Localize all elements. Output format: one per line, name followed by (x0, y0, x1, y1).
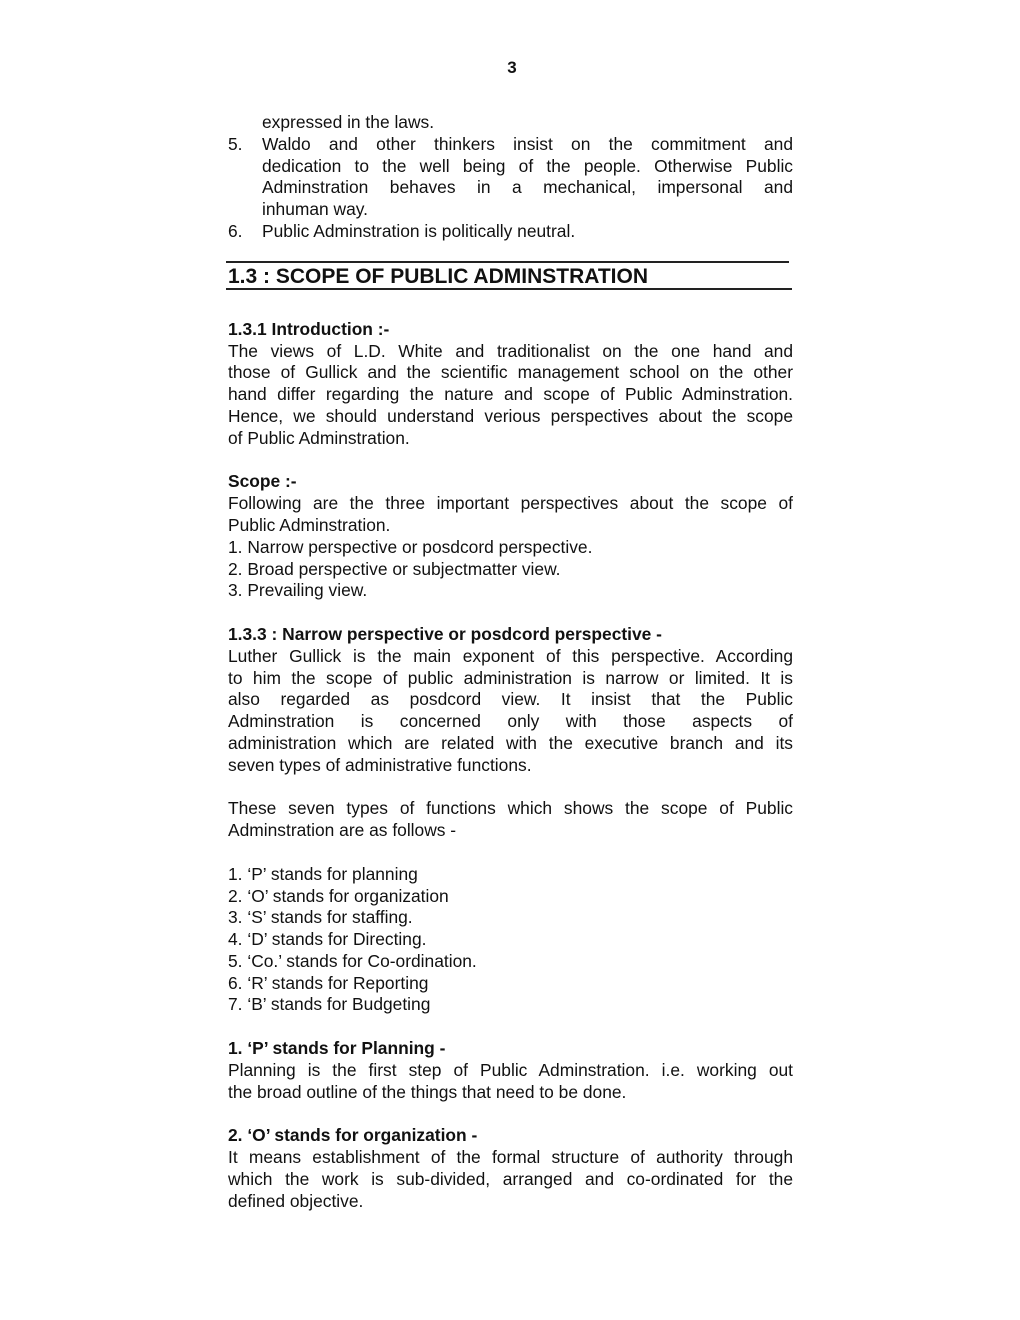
list-item: 2. Broad perspective or subjectmatter view. (228, 558, 561, 579)
planning-heading: 1. ‘P’ stands for Planning - (228, 1038, 446, 1059)
page-number: 3 (507, 58, 517, 77)
list-item: 3. Prevailing view. (228, 580, 368, 601)
organization-heading: 2. ‘O’ stands for organization - (228, 1125, 478, 1146)
list-item: 1. ‘P’ stands for planning (228, 863, 418, 884)
scope-heading: Scope :- (228, 471, 297, 492)
list-item-5: 5. Waldo and other thinkers insist on the commitment and dedication to the well being of the people. Otherwise Public Adminstration behaves in a mechanical, impersonal and inhuman way. (228, 133, 793, 220)
functions-list (228, 864, 793, 1017)
introduction: 1.3.1 Introduction :- The views of L.D. White and traditionalist on the one hand and those of Gullick and the scientific management school on the other hand differ regarding the nature and scope of Public Adminstration. Hence, we should understand verious perspectives about the scope of Public Adminstration. (228, 318, 793, 448)
list-item: 4. ‘D’ stands for Directing. (228, 929, 427, 950)
list-item-6: 6. Public Adminstration is politically neutral. (228, 220, 576, 241)
list-item: 1. Narrow perspective or posdcord perspective. (228, 536, 593, 557)
list-item-continuation: expressed in the laws. (262, 112, 435, 132)
list-item: 7. ‘B’ stands for Budgeting (228, 994, 431, 1015)
list-item: 5. ‘Co.’ stands for Co-ordination. (228, 950, 477, 971)
page-body (228, 112, 793, 1212)
planning: 1. ‘P’ stands for Planning - Planning is the first step of Public Adminstration. i.e. working out the broad outline of the things that need to be done. (228, 1038, 793, 1102)
scope: Scope :- Following are the three important perspectives about the scope of Public Adminstration. 1. Narrow perspective or posdcord perspective. 2. Broad perspective or subjectmatter view. 3. Prevailing view. (228, 471, 793, 601)
list-item: 2. ‘O’ stands for organization (228, 885, 449, 906)
section-title: 1.3 : SCOPE OF PUBLIC ADMINSTRATION (228, 265, 649, 288)
list-item: 3. ‘S’ stands for staffing. (228, 907, 413, 928)
narrow-perspective: 1.3.3 : Narrow perspective or posdcord perspective - Luther Gullick is the main exponent of this perspective. According to him the scope of public administration is narrow or limited. It is also regarded as posdcord view. It insist that the Public Adminstration is concerned only with those aspects of administration which are related with the executive branch and its seven types of administrative functions. (228, 623, 793, 775)
narrow-perspective-heading: 1.3.3 : Narrow perspective or posdcord perspective - (228, 623, 662, 644)
introduction-heading: 1.3.1 Introduction :- (228, 318, 390, 339)
functions-intro: These seven types of functions which shows the scope of Public Adminstration are as follows - (228, 798, 793, 841)
continued-list (228, 112, 793, 243)
organization: 2. ‘O’ stands for organization - It means establishment of the formal structure of authority through which the work is sub-divided, arranged and co-ordinated for the defined objective. (228, 1125, 793, 1211)
list-item: 6. ‘R’ stands for Reporting (228, 972, 429, 993)
